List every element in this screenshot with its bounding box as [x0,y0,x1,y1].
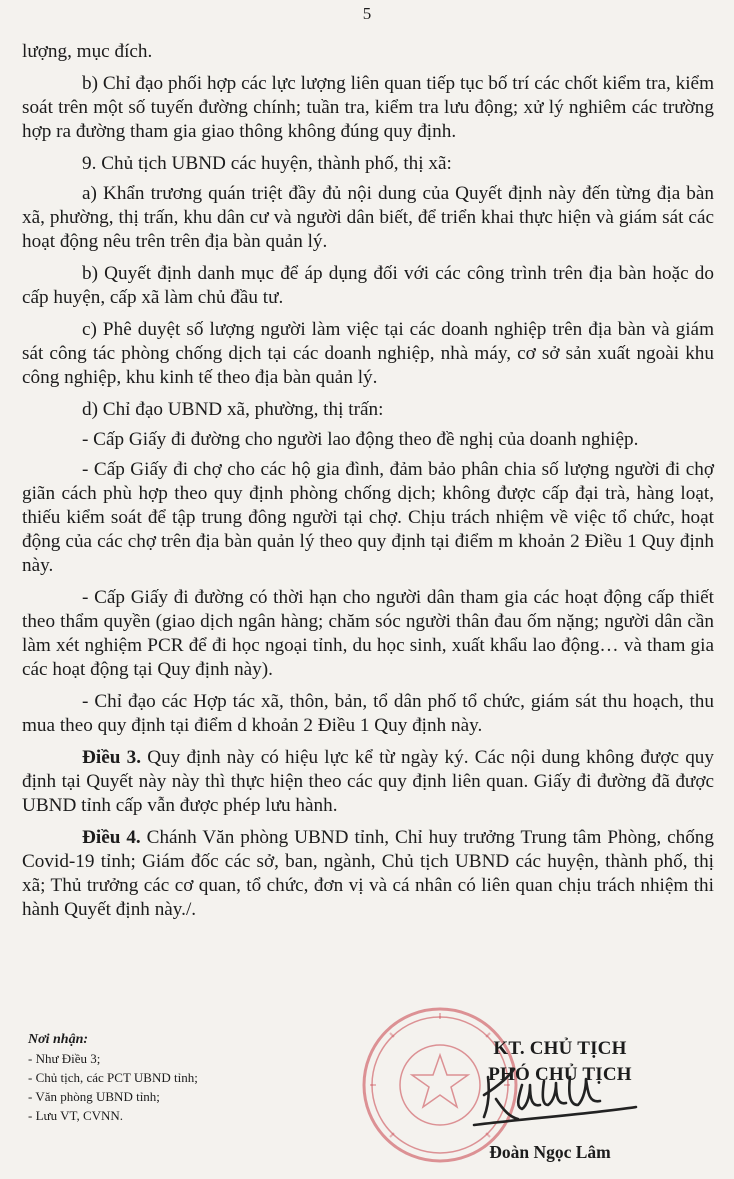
paragraph-8b: b) Chỉ đạo phối hợp các lực lượng liên quan tiếp tục bố trí các chốt kiểm tra, kiểm soát trên một số tuyến đường chính; tuần tra, kiểm tra lưu động; xử lý nghiêm các trường hợp ra đường tham gia giao thông không đúng quy định. [22,73,714,142]
article-3-label: Điều 3. [82,747,141,768]
document-body [22,40,714,930]
recipient-item: - Văn phòng UBND tỉnh; [28,1089,160,1104]
recipient-item: - Lưu VT, CVNN. [28,1108,124,1123]
signature-title-line2: PHÓ CHỦ TỊCH [488,1064,632,1085]
paragraph-continuation: lượng, mục đích. [22,41,153,62]
page-number: 5 [362,4,372,23]
handwritten-signature-icon [470,1055,640,1135]
paragraph-9-heading: 9. Chủ tịch UBND các huyện, thành phố, thị xã: [82,153,452,174]
paragraph-9d-item-4: - Chỉ đạo các Hợp tác xã, thôn, bản, tổ dân phố tổ chức, giám sát thu hoạch, thu mua theo quy định tại điểm d khoản 2 Điều 1 Quy định này. [22,691,714,736]
signer-name: Đoàn Ngọc Lâm [489,1142,611,1162]
recipients-block [28,1030,328,1125]
paragraph-9a: a) Khẩn trương quán triệt đầy đủ nội dung của Quyết định này đến từng địa bàn xã, phường, thị trấn, khu dân cư và người dân biết, để triển khai thực hiện và giám sát các hoạt động nêu trên trên địa bàn quản lý. [22,183,714,252]
paragraph-9d-item-2: - Cấp Giấy đi chợ cho các hộ gia đình, đảm bảo phân chia số lượng người đi chợ giãn cách phù hợp theo quy định phòng chống dịch; không được cấp đại trà, hàng loạt, thiếu kiểm soát để tập trung đông người tại chợ. Chịu trách nhiệm về việc tổ chức, hoạt động của các chợ trên địa bàn quản lý theo quy định tại điểm m khoản 2 Điều 1 Quy định này. [22,459,714,576]
paragraph-9d-item-3: - Cấp Giấy đi đường có thời hạn cho người dân tham gia các hoạt động cấp thiết theo thẩm quyền (giao dịch ngân hàng; chăm sóc người thân đau ốm nặng; người dân cần làm xét nghiệm PCR để đi học ngoại tỉnh, du học sinh, xuất khẩu lao động… và tham gia các hoạt động tại Quy định này). [22,587,714,680]
article-4-text: Chánh Văn phòng UBND tỉnh, Chỉ huy trưởng Trung tâm Phòng, chống Covid-19 tỉnh; Giám đốc các sở, ban, ngành, Chủ tịch UBND các huyện, thành phố, thị xã; Thủ trưởng các cơ quan, tổ chức, đơn vị và cá nhân có liên quan chịu trách nhiệm thi hành Quyết định này./. [22,827,714,920]
article-3-text: Quy định này có hiệu lực kể từ ngày ký. Các nội dung không được quy định tại Quyết này này thì thực hiện theo các quy định liên quan. Giấy đi đường đã được UBND tỉnh cấp vẫn được phép lưu hành. [22,747,714,816]
paragraph-9d: d) Chỉ đạo UBND xã, phường, thị trấn: [82,399,384,420]
paragraph-9b: b) Quyết định danh mục để áp dụng đối với các công trình trên địa bàn hoặc do cấp huyện, cấp xã làm chủ đầu tư. [22,263,714,308]
paragraph-9d-item-1: - Cấp Giấy đi đường cho người lao động theo đề nghị của doanh nghiệp. [82,429,639,450]
article-4-label: Điều 4. [82,827,141,848]
signature-title-line1: KT. CHỦ TỊCH [493,1038,627,1059]
recipient-item: - Như Điều 3; [28,1051,101,1066]
article-3 [22,746,714,818]
recipient-item: - Chủ tịch, các PCT UBND tỉnh; [28,1070,198,1085]
recipients-title: Nơi nhận: [28,1032,89,1047]
article-4 [22,826,714,922]
paragraph-9c: c) Phê duyệt số lượng người làm việc tại các doanh nghiệp trên địa bàn và giám sát công tác phòng chống dịch tại các doanh nghiệp, nhà máy, cơ sở sản xuất ngoài khu công nghiệp, khu kinh tế theo địa bàn quản lý. [22,319,714,388]
